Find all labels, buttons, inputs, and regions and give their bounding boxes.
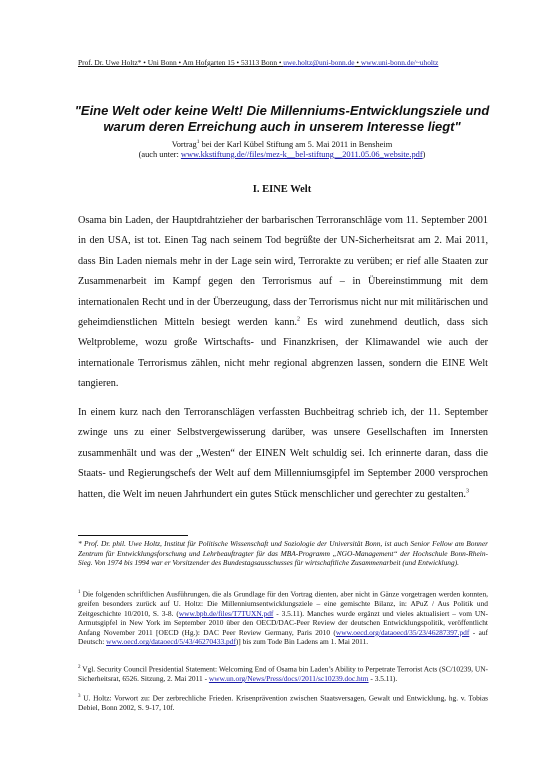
footnote-ref-2: 2 <box>296 316 300 323</box>
footnote-ref-3: 3 <box>465 488 469 495</box>
footnote-2-text-b: - 3.5.11). <box>368 674 398 684</box>
footnote-1-text-d: )] bis zum Tode Bin Ladens am 1. Mai 2011. <box>235 637 369 647</box>
footnote-1-text-b: - 3.5.11). Manches wurde ergänzt und vieles aktualisiert – vom UN-Armutsgipfel in New York im September 2010 über den OECD/DAC-Peer Review der deutschen Entwicklungspolitik, veröffentlicht Anfang November 2011 [OECD (Hg.): DAC Peer Review Germany, Paris 2010 ( <box>78 608 488 637</box>
footnote-1-link-oecd-en[interactable]: www.oecd.org/dataoecd/35/23/46287397.pdf <box>335 627 470 637</box>
footnote-3 <box>78 692 488 713</box>
subtitle-line2-prefix: (auch unter: <box>138 149 181 159</box>
footnote-ref-1: 1 <box>196 139 200 145</box>
footnote-1-link-oecd-de[interactable]: www.oecd.org/dataoecd/5/43/46270433.pdf <box>106 637 236 647</box>
document-title: "Eine Welt oder keine Welt! Die Millenniums-Entwicklungsziele und warum deren Erreichung auch in unserem Interesse liegt" <box>74 103 490 134</box>
author-homepage-link[interactable]: www.uni-bonn.de/~uholtz <box>360 58 439 67</box>
author-email-link[interactable]: uwe.holtz@uni-bonn.de <box>283 58 355 67</box>
footnote-1-number: 1 <box>78 590 81 595</box>
letterhead-text: Prof. Dr. Uwe Holtz* • Uni Bonn • Am Hofgarten 15 • 53113 Bonn • <box>78 58 284 67</box>
footnote-1-text-c: - auf Deutsch: <box>78 627 489 647</box>
subtitle-line2-suffix: ) <box>422 149 426 159</box>
footnote-2 <box>78 663 488 684</box>
footnote-3-number: 3 <box>78 694 81 699</box>
letterhead <box>78 58 488 67</box>
online-version-link[interactable]: www.kkstiftung.de//files/mez-k__bel-stiftung__2011.05.06_website.pdf <box>180 149 423 159</box>
footnote-author: * Prof. Dr. phil. Uwe Holtz, Institut für Politische Wissenschaft und Soziologie der Universität Bonn, ist auch Senior Fellow am Bonner Zentrum für Entwicklungsforschung und Lehrbeauftragter für das MBA-Programm „NGO-Management“ der Hochschule Bonn-Rhein-Sieg. Von 1974 bis 1994 war er Vorsitzender des Bundestagsausschusses für wirtschaftliche Zusammenarbeit (und Entwicklung). <box>78 539 488 568</box>
footnote-2-text-a: Vgl. Security Council Presidential Statement: Welcoming End of Osama bin Laden’s Ability to Perpetrate Terrorist Acts (SC/10239, UN-Sicherheitsrat, 6526. Sitzung, 2. Mai 2011 - <box>78 664 488 684</box>
paragraph-1-text-a: Osama bin Laden, der Hauptdrahtzieher der barbarischen Terroranschläge vom 11. September 2001 in den USA, ist tot. Einen Tag nach seinem Tod begrüßte der UN-Sicherheitsrat am 2. Mai 2011, dass Bin Laden niemals mehr in der Lage sein wird, Terrorakte zu verüben; er rief alle Staaten zur Zusammenarbeit im Kampf gegen den Terrorismus auf – in Übereinstimmung mit dem internationalen Recht und in der Überzeugung, dass der Terrorismus nicht nur mit militärischen und geheimdienstlichen Mitteln besiegt werden kann. <box>78 215 488 329</box>
paragraph-2-text: In einem kurz nach den Terroranschlägen verfassten Buchbeitrag schrieb ich, der 11. September zwinge uns zu einer Selbstvergewisserung darüber, was unsere Gesellschaften im Innersten zusammenhält und was der „Westen“ der EINEN Welt schuldig sei. Ich erinnerte daran, dass die Staats- und Regierungschefs der Welt auf dem Millenniumsgipfel im September 2000 versprochen hatten, die Welt im neuen Jahrhundert ein gutes Stück menschlicher und gerechter zu gestalten. <box>78 407 488 500</box>
footnote-2-link-un[interactable]: www.un.org/News/Press/docs//2011/sc10239.doc.htm <box>208 674 369 684</box>
footnote-1-link-bpb[interactable]: www.bpb.de/files/T7TUXN.pdf <box>178 608 274 618</box>
section-heading: I. EINE Welt <box>252 184 312 195</box>
letterhead-separator: • <box>354 58 361 67</box>
body-paragraph-1 <box>78 211 488 395</box>
footnote-1 <box>78 588 488 647</box>
footnote-divider <box>78 535 188 536</box>
footnote-1-text-a: Die folgenden schriftlichen Ausführungen, die als Grundlage für den Vortrag dienten, aber nicht in Gänze vorgetragen werden konnten, greifen besonders zurück auf U. Holtz: Die Millenniumsentwicklungsziele – eine gemischte Bilanz, in: APuZ / Aus Politik und Zeitgeschichte 10/2010, S. 3-8. ( <box>78 589 488 618</box>
footnote-3-text: U. Holtz: Vorwort zu: Der zerbrechliche Frieden. Krisenprävention zwischen Staatsversagen, Gewalt und Entwicklung, hg. v. Tobias Debiel, Bonn 2002, S. 9-17, 10f. <box>78 693 488 713</box>
paragraph-1-text-b: Es wird zunehmend deutlich, dass sich Weltprobleme, wozu große Wirtschafts- und Finanzkrisen, der Klimawandel wie auch der internationale Terrorismus zählen, nicht mehr regional abgrenzen lassen, sondern die EINE Welt tangieren. <box>78 317 488 390</box>
body-paragraph-2 <box>78 403 488 505</box>
subtitle-prefix: Vortrag <box>171 139 197 149</box>
footnote-2-number: 2 <box>78 665 81 670</box>
document-subtitle <box>72 137 492 160</box>
subtitle-rest: bei der Karl Kübel Stiftung am 5. Mai 2011 in Bensheim <box>199 139 393 149</box>
